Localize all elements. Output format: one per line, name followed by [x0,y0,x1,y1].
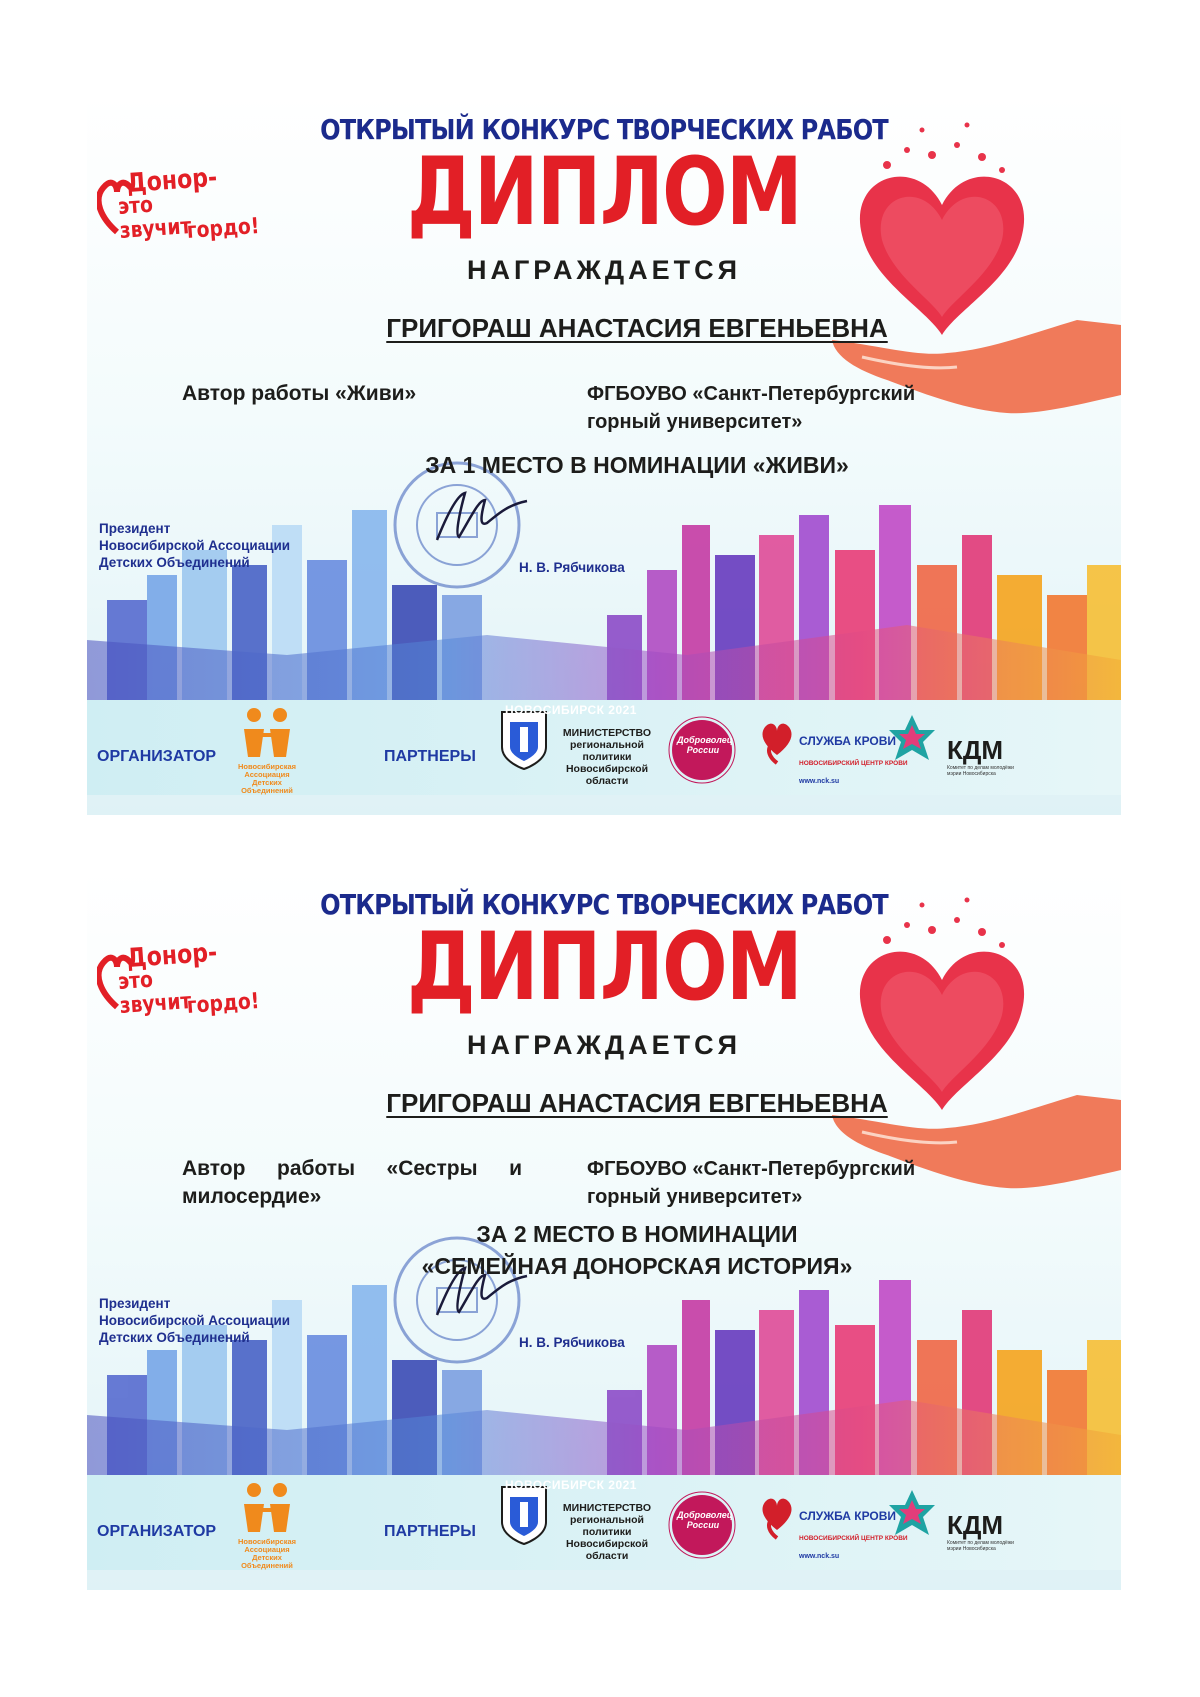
place-line-2: «СЕМЕЙНАЯ ДОНОРСКАЯ ИСТОРИЯ» [421,1253,853,1279]
kdm-subtitle: Комитет по делам молодёжи мэрии Новосибирска [947,765,1014,777]
donor-logo-line1: Донор- [125,162,219,199]
diploma-certificate-2 [87,870,1121,1590]
recipient-name: ГРИГОРАШ АНАСТАСИЯ ЕВГЕНЬЕВНА [386,1088,888,1118]
signer-name: Н. В. Рябчикова [519,560,625,575]
place-line-1: ЗА 2 МЕСТО В НОМИНАЦИИ [476,1221,798,1247]
partners-label: ПАРТНЕРЫ [384,1523,476,1540]
president-line-1: Президент [99,521,171,536]
blood-service-title: СЛУЖБА КРОВИ [799,1509,897,1523]
place-line-1: ЗА 1 МЕСТО В НОМИНАЦИИ «ЖИВИ» [425,452,849,478]
coat-of-arms-icon [502,712,546,769]
organizer-label: ОРГАНИЗАТОР [97,1523,217,1540]
author-text: Автор работы «Сестры и милосердие» [182,1157,522,1208]
blood-service-title: СЛУЖБА КРОВИ [799,734,897,748]
place-text [167,449,1107,481]
partners-label: ПАРТНЕРЫ [384,748,476,765]
awarded-text: НАГРАЖДАЕТСЯ [467,1030,741,1060]
author-text: Автор работы «Живи» [182,382,417,405]
city-year: НОВОСИБИРСК 2021 [505,1478,637,1492]
contest-title: ОТКРЫТЫЙ КОНКУРС ТВОРЧЕСКИХ РАБОТ [320,888,888,921]
awarded-text: НАГРАЖДАЕТСЯ [467,255,741,285]
diploma-certificate-1 [87,95,1121,815]
president-line-2: Новосибирской Ассоциации [99,538,291,553]
place-text [167,1218,1107,1282]
president-line-1: Президент [99,1296,171,1311]
kdm-title: КДМ [947,1510,1004,1540]
blood-service-subtitle: НОВОСИБИРСКИЙ ЦЕНТР КРОВИ [799,1535,908,1542]
diploma-title: ДИПЛОМ [406,138,802,247]
ministry-text: МИНИСТЕРСТВО региональной политики Новосибирской области [562,727,652,787]
organizer-label: ОРГАНИЗАТОР [97,748,217,765]
university-text: ФГБОУВО «Санкт-Петербургский горный университет» [587,1158,916,1208]
donor-logo-line2: это звучит [117,192,193,244]
ministry-text: МИНИСТЕРСТВО региональной политики Новосибирской области [562,1502,652,1562]
kdm-title: КДМ [947,735,1004,765]
diploma-title: ДИПЛОМ [406,913,802,1022]
university-text: ФГБОУВО «Санкт-Петербургский горный университет» [587,383,916,433]
coat-of-arms-icon [502,1487,546,1544]
donor-logo-line3: гордо! [186,988,261,1019]
contest-title: ОТКРЫТЫЙ КОНКУРС ТВОРЧЕСКИХ РАБОТ [320,113,888,146]
city-year: НОВОСИБИРСК 2021 [505,703,637,717]
association-text: Новосибирская Ассоциация Детских Объединений [237,1537,297,1570]
dobro-text: Доброволец России [677,1510,733,1530]
donor-logo-line2: это звучит [117,967,193,1019]
president-line-3: Детских Объединений [99,1330,250,1345]
recipient-name: ГРИГОРАШ АНАСТАСИЯ ЕВГЕНЬЕВНА [386,313,888,343]
blood-service-subtitle: НОВОСИБИРСКИЙ ЦЕНТР КРОВИ [799,760,908,767]
dobro-text: Доброволец России [677,735,733,755]
donor-logo-line3: гордо! [186,213,261,244]
president-line-2: Новосибирской Ассоциации [99,1313,291,1328]
blood-service-url: www.nck.su [799,778,840,785]
kdm-subtitle: Комитет по делам молодёжи мэрии Новосибирска [947,1540,1014,1552]
president-title [99,520,290,571]
president-line-3: Детских Объединений [99,555,250,570]
president-title [99,1295,290,1346]
signer-name: Н. В. Рябчикова [519,1335,625,1350]
blood-service-url: www.nck.su [799,1553,840,1560]
donor-logo-line1: Донор- [125,937,219,974]
association-text: Новосибирская Ассоциация Детских Объединений [237,762,297,795]
